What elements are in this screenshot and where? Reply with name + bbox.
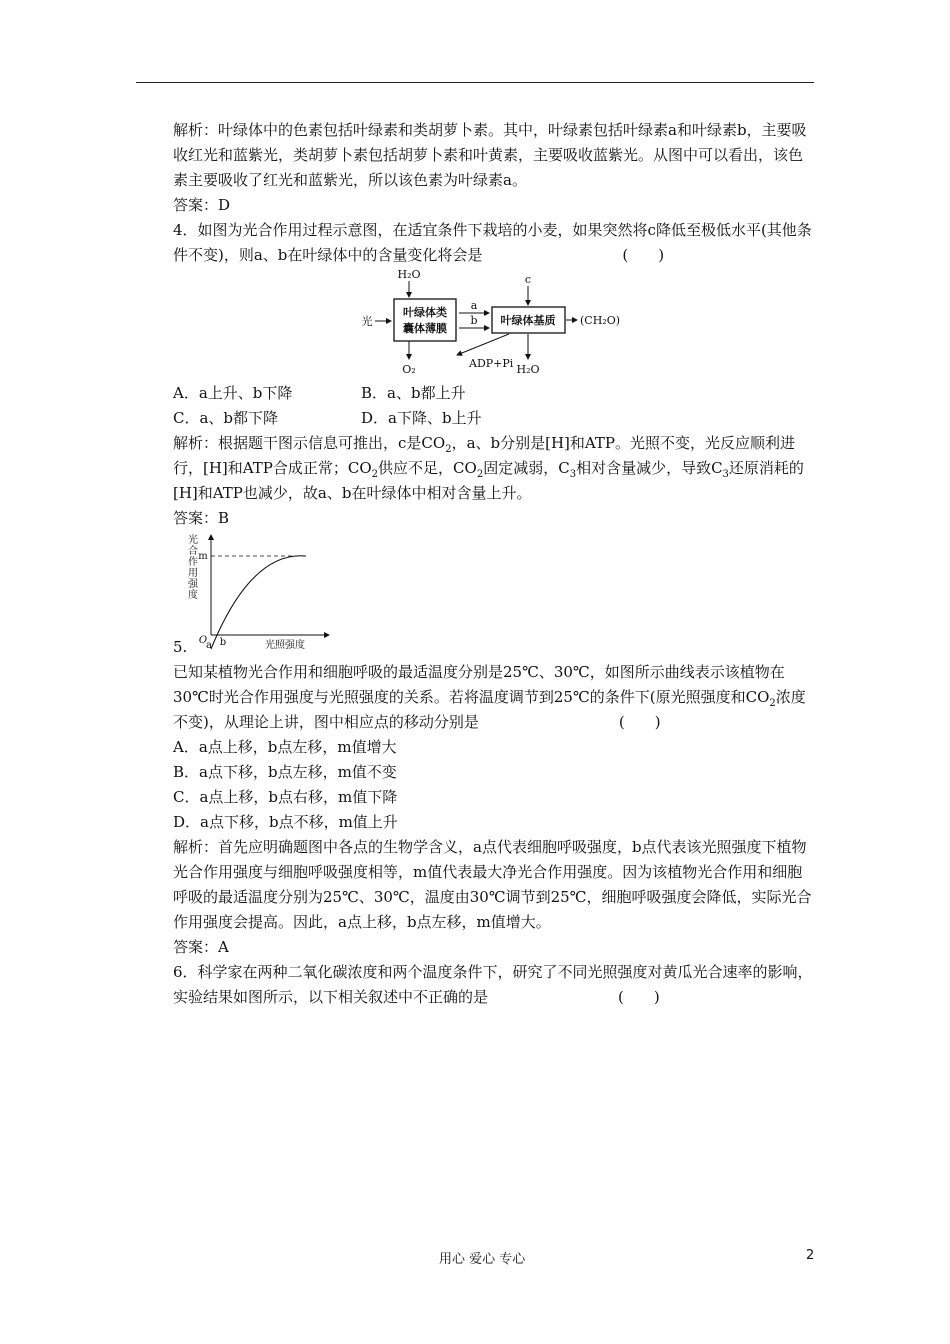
q5-stem-part1: 已知某植物光合作用和细胞呼吸的最适温度分别是25℃、30℃，如图所示曲线表示该植物在30℃时光合作用强度与光照强度的关系。若将温度调节到25℃的条件下(原光照强度和CO	[173, 663, 785, 706]
graph-ylabel-2: 合	[188, 546, 198, 557]
graph-ylabel-3: 作	[188, 557, 198, 568]
q4-bracket: ( )	[622, 246, 665, 264]
diagram-c: c	[524, 273, 532, 286]
page-number: 2	[806, 1248, 815, 1263]
q5-option-a: A．a点上移，b点左移，m值增大	[173, 738, 397, 756]
page-body	[173, 118, 813, 1010]
q4-answer: 答案：B	[173, 509, 230, 527]
graph-a-label: a	[206, 640, 212, 651]
diagram-adp: ADP+Pi	[469, 357, 514, 370]
diagram-o2: O₂	[402, 363, 416, 376]
q4-sub-c3-1: 3	[569, 469, 577, 480]
q3-answer: 答案：D	[173, 196, 231, 214]
q5-option-d: D．a点下移，b点不移，m值上升	[173, 813, 398, 831]
q5-option-c: C．a点上移，b点右移，m值下降	[173, 788, 398, 806]
q4-analysis-part5: 相对含量减少，导致C	[576, 459, 723, 477]
q4-analysis-part1: 解析：根据题干图示信息可推出，c是CO	[173, 434, 446, 452]
q5-stem	[173, 660, 813, 735]
graph-ylabel-5: 强	[188, 579, 198, 590]
q5-bracket: ( )	[618, 713, 661, 731]
q4-option-a: A．a上升、b下降	[173, 384, 293, 402]
graph-ylabel-4: 用	[188, 568, 198, 579]
q3-analysis: 解析：叶绿体中的色素包括叶绿素和类胡萝卜素。其中，叶绿素包括叶绿素a和叶绿素b，主要吸收红光和蓝紫光，类胡萝卜素包括胡萝卜素和叶黄素，主要吸收蓝紫光。从图中可以看出，该色素主要吸收了红光和蓝紫光，所以该色素为叶绿素a。	[173, 121, 807, 189]
q4-analysis	[173, 431, 813, 506]
diagram-ch2o: (CH₂O)	[580, 314, 621, 327]
diagram-h2o-bottom: H₂O	[516, 363, 540, 376]
q6-bracket: ( )	[618, 988, 660, 1006]
q4-option-b: B．a、b都上升	[361, 384, 466, 402]
q4-analysis-part6: 还原消耗的[H]和ATP也减少，故a、b在叶绿体中相对含量上升。	[173, 459, 804, 502]
q4-analysis-part3: 供应不足，CO	[378, 459, 477, 477]
diagram-box1-line1: 叶绿体类	[403, 306, 447, 319]
diagram-b: b	[470, 314, 478, 327]
graph-origin: O	[198, 635, 208, 646]
q4-analysis-part4: 固定减弱，C	[483, 459, 570, 477]
q4-stem-text: 4．如图为光合作用过程示意图，在适宜条件下栽培的小麦，如果突然将c降低至极低水平(其他条件不变)，则a、b在叶绿体中的含量变化将会是	[173, 221, 812, 264]
light-intensity-graph	[173, 531, 813, 653]
q4-options-row2	[173, 406, 813, 431]
diagram-h2o-top: H₂O	[397, 269, 421, 281]
q5-sub-co2: 2	[769, 698, 776, 709]
q5-option-b: B．a点下移，b点左移，m值不变	[173, 763, 397, 781]
q4-sub-co2-1: 2	[445, 444, 452, 455]
q4-sub-c3-2: 3	[722, 469, 729, 480]
graph-ylabel-1: 光	[188, 535, 198, 546]
diagram-light: 光	[361, 315, 373, 328]
graph-ylabel-6: 度	[188, 590, 198, 601]
q4-stem	[173, 218, 813, 268]
graph-m-label: m	[198, 551, 208, 562]
diagram-box2: 叶绿体基质	[500, 314, 556, 327]
q4-analysis-part2: ，a、b分别是[H]和ATP。光照不变，光反应顺利进行，[H]和ATP合成正常；CO	[173, 434, 796, 477]
q4-sub-co2-2: 2	[371, 469, 379, 480]
q4-option-d: D．a下降、b上升	[361, 409, 482, 427]
q5-number: 5.	[173, 638, 188, 656]
q6-stem-text: 6．科学家在两种二氧化碳浓度和两个温度条件下，研究了不同光照强度对黄瓜光合速率的影响，实验结果如图所示，以下相关叙述中不正确的是	[173, 963, 813, 1006]
q5-analysis: 解析：首先应明确题图中各点的生物学含义，a点代表细胞呼吸强度，b点代表该光照强度下植物光合作用强度与细胞呼吸强度相等，m值代表最大净光合作用强度。因为该植物光合作用和细胞呼吸的最适温度分别为25℃、30℃，温度由30℃调节到25℃，细胞呼吸强度会降低，实际光合作用强度会提高。因此，a点上移，b点左移，m值增大。	[173, 838, 812, 931]
footer-motto: 用心 爱心 专心	[439, 1252, 526, 1267]
diagram-box1-line2: 囊体薄膜	[403, 322, 447, 335]
q5-answer: 答案：A	[173, 938, 229, 956]
q4-sub-co2-3: 2	[476, 469, 484, 480]
header-rule	[136, 82, 814, 83]
q4-option-c: C．a、b都下降	[173, 409, 279, 427]
graph-b-label: b	[219, 637, 227, 648]
diagram-a: a	[470, 299, 478, 312]
graph-xlabel: 光照强度	[265, 640, 305, 651]
q6-stem	[173, 960, 813, 1010]
q4-options-row1	[173, 381, 813, 406]
photosynthesis-diagram	[173, 269, 813, 381]
q5-stem-part2: 浓度不变)，从理论上讲，图中相应点的移动分别是	[173, 688, 806, 731]
